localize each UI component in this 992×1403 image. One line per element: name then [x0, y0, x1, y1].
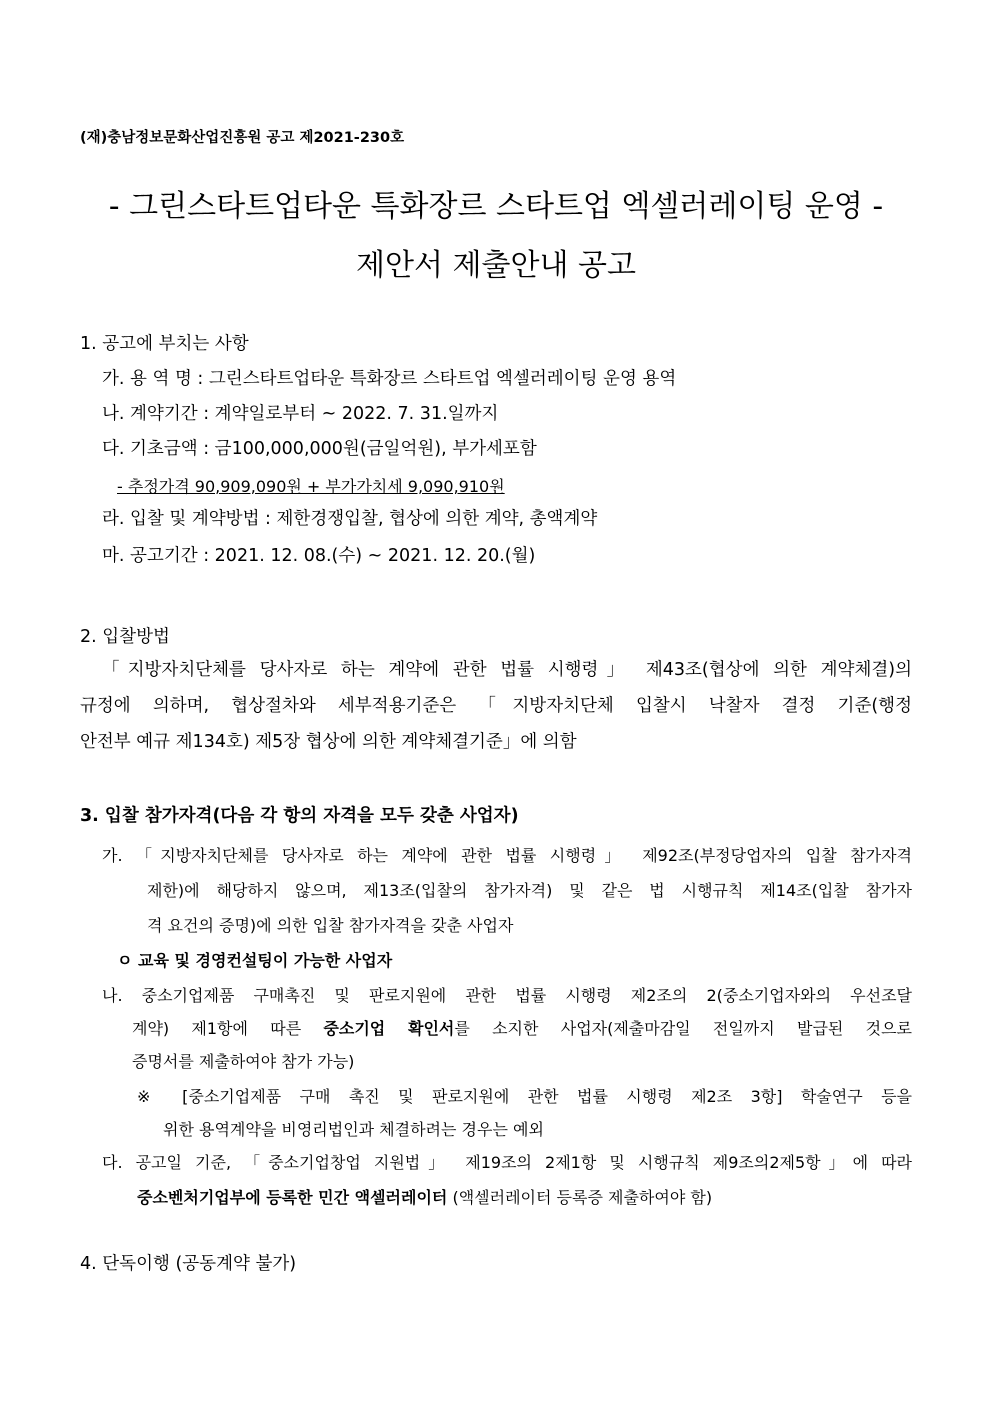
- section-3-na-line-3: 증명서를 제출하여야 참가 가능): [132, 1052, 355, 1071]
- section-3-heading: 3. 입찰 참가자격(다음 각 항의 자격을 모두 갖춘 사업자): [80, 806, 519, 826]
- section-3-note-line-2: 위한 용역계약을 비영리법인과 체결하려는 경우는 예외: [163, 1120, 544, 1139]
- section-3-note-line-1: ※ [중소기업제품 구매 촉진 및 판로지원에 관한 법률 시행령 제2조 3항] 학술연구 등을: [137, 1087, 912, 1106]
- section-2-line-2-wrap: [80, 692, 912, 717]
- title-line-2: 제안서 제출안내 공고: [356, 248, 636, 283]
- section-3-ga-line-2: 제한)에 해당하지 않으며, 제13조(입찰의 참가자격) 및 같은 법 시행규칙 제14조(입찰 참가자: [147, 881, 912, 900]
- section-4-heading: 4. 단독이행 (공동계약 불가): [80, 1254, 297, 1274]
- section-3-na-line-1: 나. 중소기업제품 구매촉진 및 판로지원에 관한 법률 시행령 제2조의 2(중소기업자와의 우선조달: [102, 986, 912, 1005]
- section-3-note-line-1-wrap: [137, 1084, 912, 1107]
- section-3-ga-line-1-wrap: [102, 843, 912, 866]
- section-2-line-1: 「지방자치단체를 당사자로 하는 계약에 관한 법률 시행령」 제43조(협상에 의한 계약체결)의: [102, 660, 912, 680]
- section-1-item-ga: 가. 용 역 명 : 그린스타트업타운 특화장르 스타트업 엑셀러레이팅 운영 용역: [102, 369, 677, 389]
- section-1-item-ra: 라. 입찰 및 계약방법 : 제한경쟁입찰, 협상에 의한 계약, 총액계약: [102, 509, 598, 529]
- section-3-da-line-1: 다. 공고일 기준, 「중소기업창업 지원법」 제19조의 2제1항 및 시행규칙 제9조의2제5항」에 따라: [102, 1153, 912, 1172]
- section-3-na-line-1-wrap: [102, 983, 912, 1006]
- section-1-item-ma: 마. 공고기간 : 2021. 12. 08.(수) ~ 2021. 12. 20.(월): [102, 546, 536, 566]
- section-2-heading: 2. 입찰방법: [80, 627, 170, 647]
- section-3-na-line-2: [132, 1016, 912, 1039]
- section-3-da-line-1-wrap: [102, 1150, 912, 1173]
- section-3-da-line-2-post: (액셀러레이터 등록증 제출하여야 함): [447, 1188, 713, 1207]
- announcement-reference: (재)충남정보문화산업진흥원 공고 제2021-230호: [80, 130, 405, 146]
- section-3-ga-bullet: ㅇ 교육 및 경영컨설팅이 가능한 사업자: [117, 951, 393, 970]
- section-3-na-line-2-wrap: [132, 1016, 912, 1039]
- section-2-line-1-wrap: [80, 656, 912, 681]
- section-3-da-line-2: [137, 1185, 712, 1208]
- registered-accelerator-emphasis: 중소벤처기업부에 등록한 민간 액셀러레이터: [137, 1188, 448, 1207]
- section-3-na-line-2-pre: 계약) 제1항에 따른: [132, 1019, 324, 1038]
- sme-certificate-emphasis: 중소기업 확인서: [323, 1019, 455, 1038]
- title-line-1: - 그린스타트업타운 특화장르 스타트업 엑셀러레이팅 운영 -: [108, 189, 884, 224]
- section-3-ga-line-1: 가. 「지방자치단체를 당사자로 하는 계약에 관한 법률 시행령」 제92조(부정당업자의 입찰 참가자격: [102, 846, 912, 865]
- section-1-item-na: 나. 계약기간 : 계약일로부터 ~ 2022. 7. 31.일까지: [102, 404, 499, 424]
- section-1-item-da: 다. 기초금액 : 금100,000,000원(금일억원), 부가세포함: [102, 439, 537, 459]
- section-3-ga-line-3: 격 요건의 증명)에 의한 입찰 참가자격을 갖춘 사업자: [147, 916, 514, 935]
- section-1-estimated-price: - 추정가격 90,909,090원 + 부가가치세 9,090,910원: [117, 477, 505, 496]
- section-1-heading: 1. 공고에 부치는 사항: [80, 334, 249, 354]
- section-2-line-3: 안전부 예규 제134호) 제5장 협상에 의한 계약체결기준」에 의함: [80, 732, 577, 752]
- section-2-line-2: 규정에 의하며, 협상절차와 세부적용기준은 「지방자치단체 입찰시 낙찰자 결정 기준(행정: [80, 696, 912, 716]
- section-3-ga-line-2-wrap: [147, 878, 912, 901]
- section-3-na-line-2-post: 를 소지한 사업자(제출마감일 전일까지 발급된 것으로: [454, 1019, 912, 1038]
